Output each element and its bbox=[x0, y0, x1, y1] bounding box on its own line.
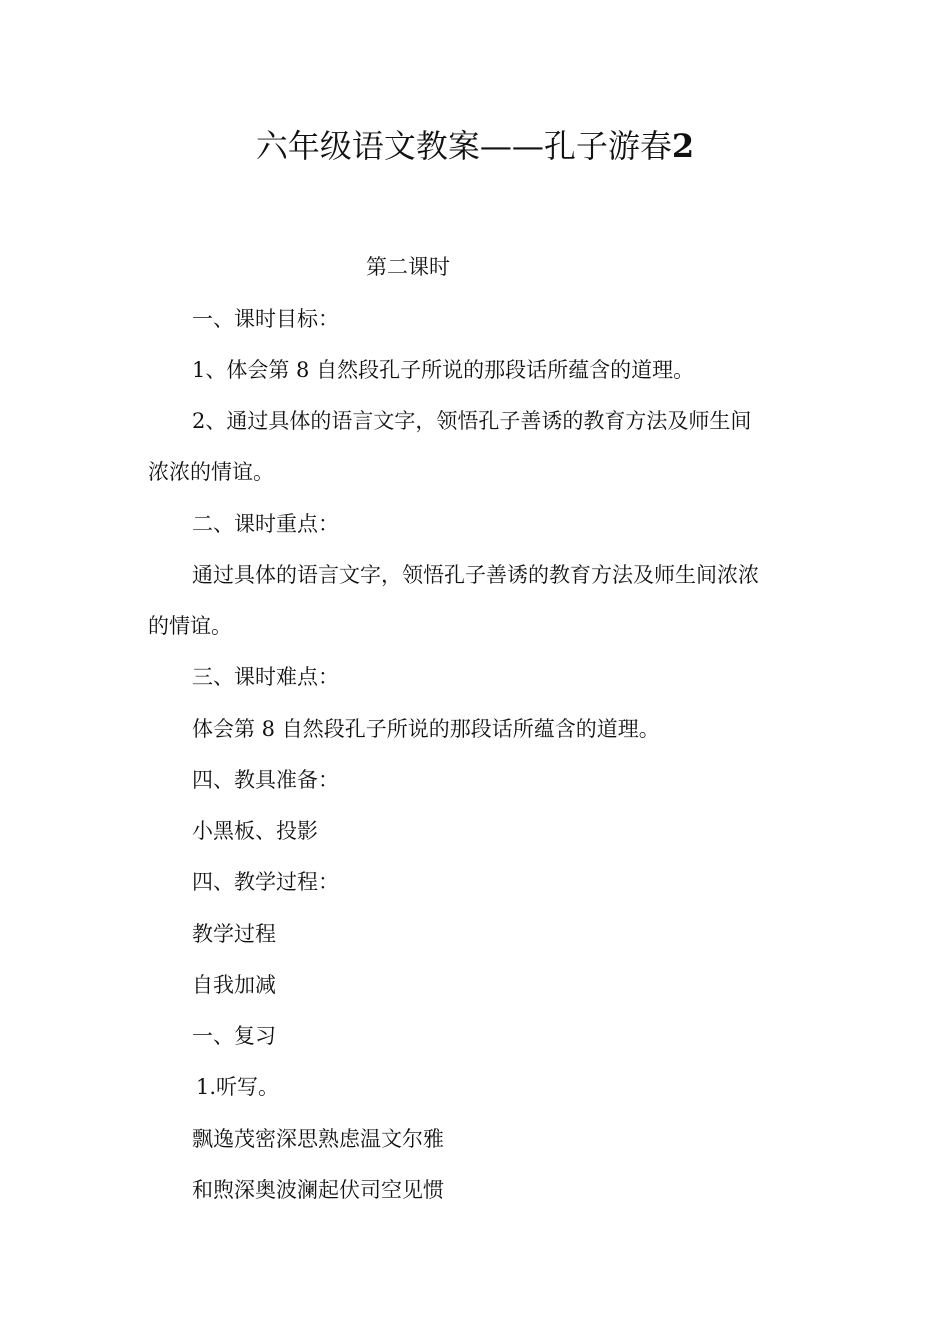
title-text: 六年级语文教案——孔子游春 bbox=[255, 127, 672, 165]
section-objectives: 一、课时目标： bbox=[192, 307, 339, 331]
process-label: 教学过程 bbox=[192, 922, 276, 946]
section-materials: 四、教具准备： bbox=[192, 768, 339, 792]
dictation-label: 1.听写。 bbox=[196, 1075, 280, 1099]
objective-2-cont: 浓浓的情谊。 bbox=[148, 460, 274, 484]
materials-text: 小黑板、投影 bbox=[192, 819, 318, 843]
objective-2: 2、通过具体的语言文字，领悟孔子善诱的教育方法及师生间 bbox=[192, 409, 752, 433]
lesson-heading: 第二课时 bbox=[366, 255, 450, 279]
difficulty-text: 体会第 8 自然段孔子所说的那段话所蕴含的道理。 bbox=[192, 717, 660, 741]
dictation-words-1: 飘逸茂密深思熟虑温文尔雅 bbox=[192, 1127, 444, 1151]
title-number: 2 bbox=[671, 127, 695, 165]
key-point-text-cont: 的情谊。 bbox=[148, 614, 232, 638]
review-heading: 一、复习 bbox=[192, 1024, 276, 1048]
dictation-words-2: 和煦深奥波澜起伏司空见惯 bbox=[192, 1178, 444, 1202]
self-adjust-label: 自我加减 bbox=[192, 973, 276, 997]
section-difficulties: 三、课时难点： bbox=[192, 665, 339, 689]
section-process: 四、教学过程： bbox=[192, 870, 339, 894]
section-key-points: 二、课时重点： bbox=[192, 512, 339, 536]
objective-1: 1、体会第 8 自然段孔子所说的那段话所蕴含的道理。 bbox=[192, 358, 695, 382]
key-point-text: 通过具体的语言文字，领悟孔子善诱的教育方法及师生间浓浓 bbox=[192, 563, 759, 587]
document-title bbox=[0, 124, 950, 168]
